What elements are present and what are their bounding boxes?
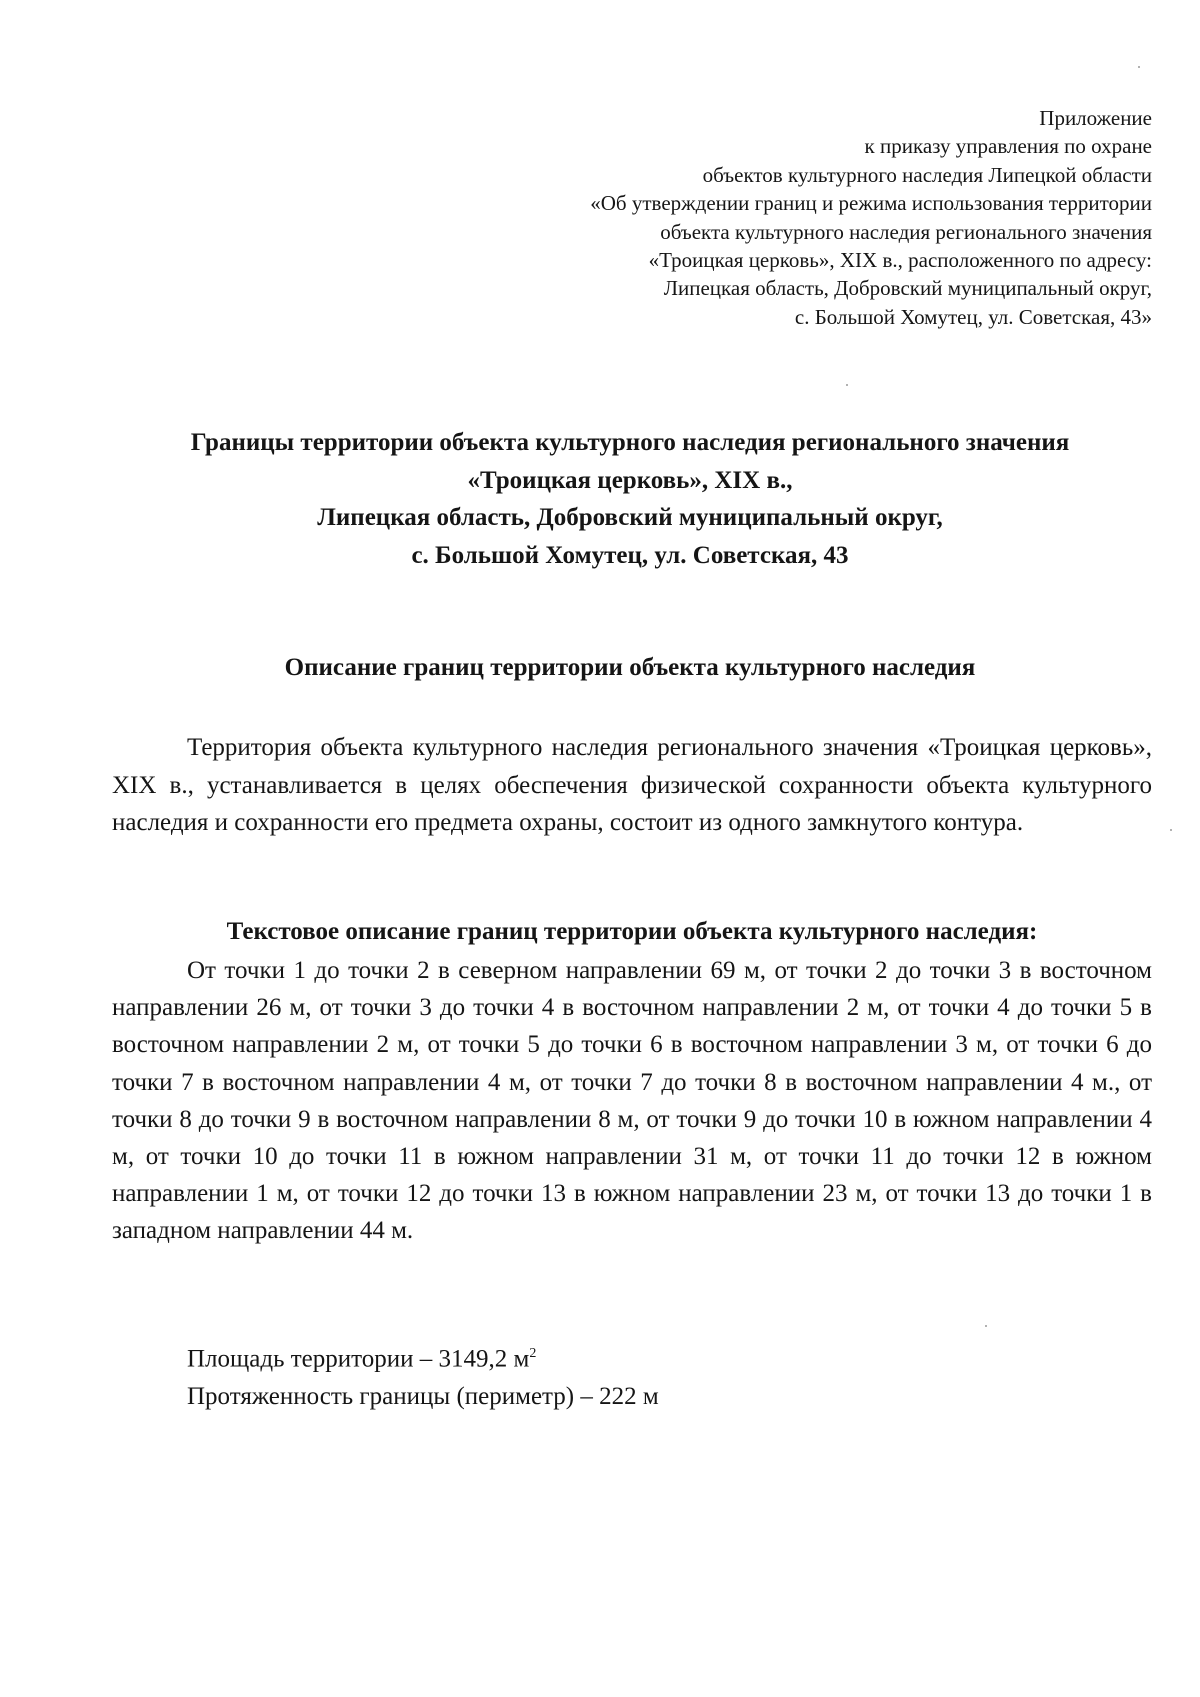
title-line: с. Большой Хомутец, ул. Советская, 43 [411,541,849,569]
perimeter-line: Протяженность границы (периметр) – 222 м [187,1382,659,1410]
scan-speck [846,384,848,386]
appendix-line: «Троицкая церковь», XIX в., расположенного по адресу: [648,248,1152,273]
appendix-line: Липецкая область, Добровский муниципальный округ, [663,276,1152,301]
title-line: Границы территории объекта культурного наследия регионального значения [190,429,1070,456]
area-line [187,1335,659,1378]
appendix-line: Приложение [1039,106,1152,130]
appendix-line: «Об утверждении границ и режима использования территории [590,191,1152,216]
section-heading: Описание границ территории объекта культурного наследия [284,654,976,681]
area-unit-superscript: 2 [529,1346,537,1361]
text-description-body: От точки 1 до точки 2 в северном направлении 69 м, от точки 2 до точки 3 в восточном направлении 26 м, от точки 3 до точки 4 в восточном направлении 2 м, от точки 4 до точки 5 в восточном направлении 2 м, от точки 5 до точки 6 в восточном направлении 3 м, от точки 6 до точки 7 в восточном направлении 4 м, от точки 7 до точки 8 в восточном направлении 4 м., от точки 8 до точки 9 в восточном направлении 8 м, от точки 9 до точки 10 в южном направлении 4 м, от точки 10 до точки 11 в южном направлении 31 м, от точки 11 до точки 12 в южном направлении 1 м, от точки 12 до точки 13 в южном направлении 23 м, от точки 13 до точки 1 в западном направлении 44 м. [112,957,1152,1245]
stats-block [187,1335,659,1415]
title-line: «Троицкая церковь», XIX в., [467,466,793,494]
appendix-line: с. Большой Хомутец, ул. Советская, 43» [794,304,1152,329]
appendix-block [392,104,1152,331]
appendix-line: объекта культурного наследия регионального значения [660,219,1152,244]
appendix-line: к приказу управления по охране [864,134,1152,159]
appendix-line: объектов культурного наследия Липецкой области [702,162,1152,187]
intro-paragraph: Территория объекта культурного наследия регионального значения «Троицкая церковь», XIX в., устанавливается в целях обеспечения физической сохранности объекта культурного наследия и сохранности его предмета охраны, состоит из одного замкнутого контура. [112,734,1152,836]
title-line: Липецкая область, Добровский муниципальный округ, [317,504,943,531]
scan-speck [1170,829,1172,831]
text-description-heading: Текстовое описание границ территории объекта культурного наследия: [226,918,1038,945]
area-label: Площадь территории – 3149,2 м [187,1345,530,1373]
scan-speck [985,1325,987,1327]
scan-speck [1138,66,1140,68]
document-title [110,424,1150,574]
